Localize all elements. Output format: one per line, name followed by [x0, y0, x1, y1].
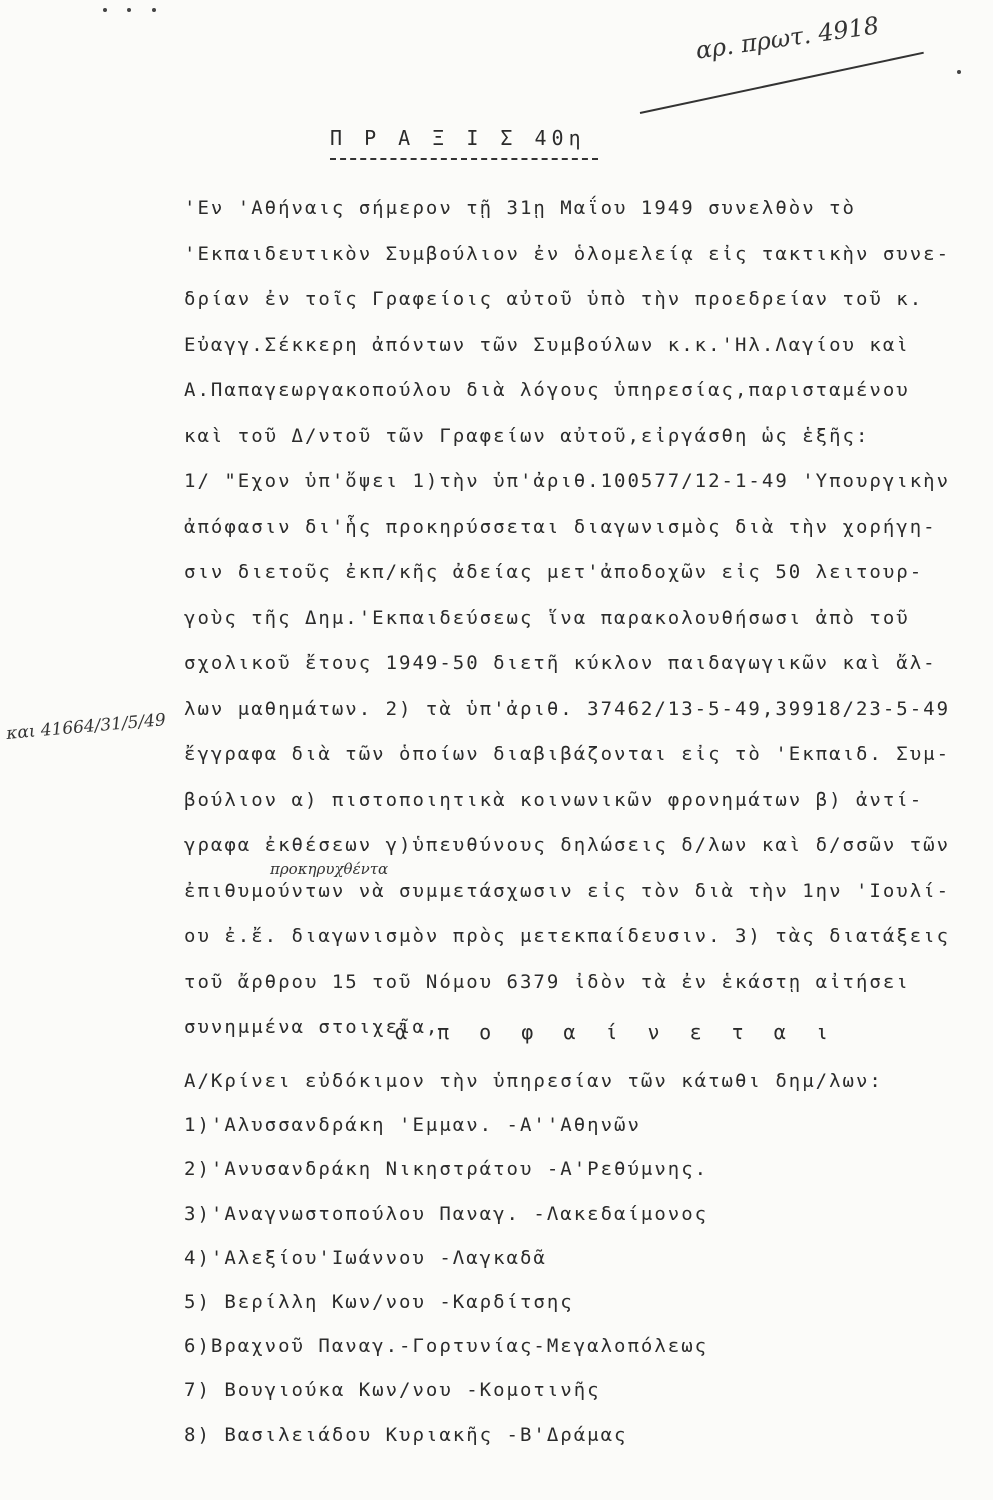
list-item: 3)'Αναγνωστοπούλου Παναγ. -Λακεδαίμονος	[184, 1202, 709, 1225]
teacher-list	[184, 1059, 883, 1457]
decision-heading: ἀ π ο φ α ί ν ε τ α ι	[395, 1020, 837, 1044]
list-item: 6)Βραχνοῦ Παναγ.-Γορτυνίας-Μεγαλοπόλεως	[184, 1335, 709, 1358]
list-item: 4)'Αλεξίου'Ιωάννου -Λαγκαδᾶ	[184, 1246, 547, 1269]
title-underline	[330, 158, 598, 160]
list-item: 5) Βερίλλη Κων/νου -Καρδίτσης	[184, 1290, 574, 1313]
minutes-paragraph: 'Εν 'Αθήναις σήμερον τῇ 31ῃ Μαΐου 1949 συνελθὸν τὸ 'Εκπαιδευτικὸν Συμβούλιον ἐν ὁλομελείᾳ εἰς τακτικὴν συνε- δρίαν ἐν τοῖς Γραφείοις αὐτοῦ ὑπὸ τὴν προεδρείαν τοῦ κ. Εὐαγγ.Σέκκερη ἀπόντων τῶν Συμβούλων κ.κ.'Ηλ.Λαγίου καὶ Α.Παπαγεωργακοπούλου διὰ λόγους ὑπηρεσίας,παρισταμένου καὶ τοῦ Δ/ντοῦ τῶν Γραφείων αὐτοῦ,εἰργάσθη ὡς ἑξῆς: 1/ "Εχον ὑπ'ὄψει 1)τὴν ὑπ'ἀριθ.100577/12-1-49 'Υπουργικὴν ἀπόφασιν δι'ἧς προκηρύσσεται διαγωνισμὸς διὰ τὴν χορήγη- σιν διετοῦς ἐκπ/κῆς ἀδείας μετ'ἀποδοχῶν εἰς 50 λειτουρ- γοὺς τῆς Δημ.'Εκπαιδεύσεως ἵνα παρακολουθήσωσι ἀπὸ τοῦ σχολικοῦ ἔτους 1949-50 διετῆ κύκλον παιδαγωγικῶν καὶ ἄλ- λων μαθημάτων. 2) τὰ ὑπ'ἀριθ. 37462/13-5-49,39918/23-5-49 ἔγγραφα διὰ τῶν ὁποίων διαβιβάζονται εἰς τὸ 'Εκπαιδ. Συμ- βούλιον α) πιστοποιητικὰ κοινωνικῶν φρονημάτων β) ἀντί- γραφα ἐκθέσεων γ)ὑπευθύνους δηλώσεις δ/λων καὶ δ/σσῶν τῶν ἐπιθυμούντων νὰ συμμετάσχωσιν εἰς τὸν διὰ τὴν 1ην 'Ιουλί- ου ἐ.ἔ. διαγωνισμὸν πρὸς μετεκπαίδευσιν. 3) τὰς διατάξεις τοῦ ἄρθρου 15 τοῦ Νόμου 6379 ἰδὸν τὰ ἐν ἑκάστῃ αἰτήσει συνημμένα στοιχεῖα,	[184, 197, 951, 1038]
handwritten-insertion: προκηρυχθέντα	[270, 860, 389, 878]
handwritten-reference-number: αρ. πρωτ. 4918	[693, 11, 881, 65]
document-title: Π Ρ Α Ξ Ι Σ 40η	[330, 126, 586, 150]
list-item: 8) Βασιλειάδου Κυριακῆς -Β'Δράμας	[184, 1423, 628, 1446]
list-item: 2)'Ανυσανδράκη Νικηστράτου -Α'Ρεθύμνης.	[184, 1158, 709, 1181]
list-item: 1)'Αλυσσανδράκη 'Εμμαν. -Α''Αθηνῶν	[184, 1114, 641, 1137]
decision-intro: Α/Κρίνει εὐδόκιμον τὴν ὑπηρεσίαν τῶν κάτωθι δημ/λων:	[184, 1070, 883, 1092]
list-item: 7) Βουγιούκα Κων/νου -Κομοτινῆς	[184, 1379, 601, 1402]
handwritten-margin-note: και 41664/31/5/49	[5, 710, 167, 744]
pen-stroke	[640, 52, 924, 114]
